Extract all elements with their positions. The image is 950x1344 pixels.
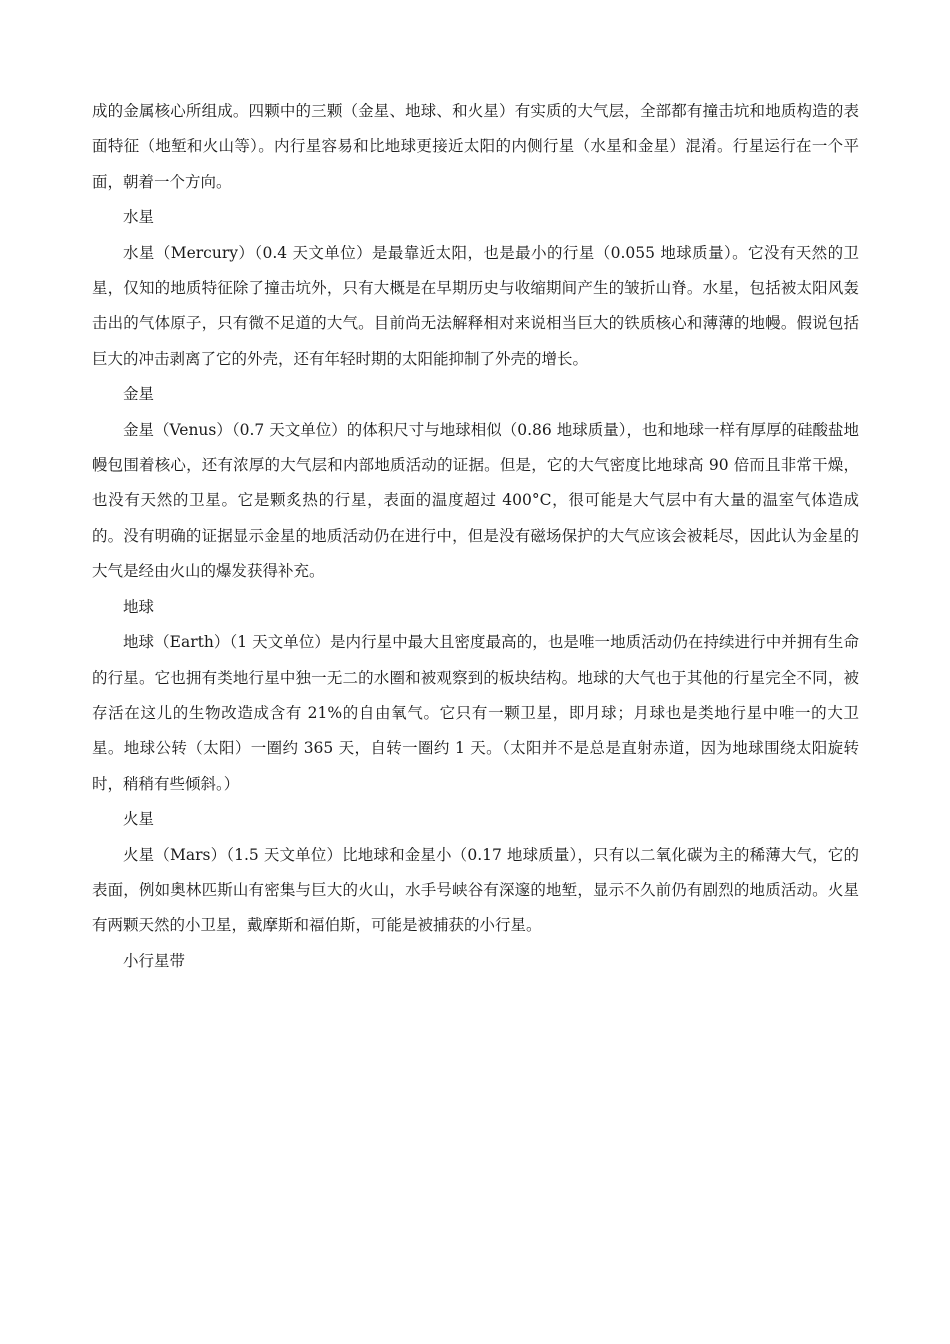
paragraph-earth: 地球（Earth）（1 天文单位）是内行星中最大且密度最高的，也是唯一地质活动仍在持续进行中并拥有生命的行星。它也拥有类地行星中独一无二的水圈和被观察到的板块结构。地球的大气也于其他的行星完全不同，被存活在这儿的生物改造成含有 21%的自由氧气。它只有一颗卫星，即月球；月球也是类地行星中唯一的大卫星。地球公转（太阳）一圈约 365 天，自转一圈约 1 天。（太阳并不是总是直射赤道，因为地球围绕太阳旋转时，稍稍有些倾斜。） [92, 633, 859, 793]
section-heading-venus: 金星 [123, 385, 155, 404]
paragraph-continued: 成的金属核心所组成。四颗中的三颗（金星、地球、和火星）有实质的大气层，全部都有撞击坑和地质构造的表面特征（地堑和火山等）。内行星容易和比地球更接近太阳的内侧行星（水星和金星）混淆。行星运行在一个平面，朝着一个方向。 [92, 102, 859, 191]
paragraph-mars: 火星（Mars）（1.5 天文单位）比地球和金星小（0.17 地球质量），只有以二氧化碳为主的稀薄大气，它的表面，例如奥林匹斯山有密集与巨大的火山，水手号峡谷有深邃的地堑，显示不久前仍有剧烈的地质活动。火星有两颗天然的小卫星，戴摩斯和福伯斯，可能是被捕获的小行星。 [92, 845, 859, 935]
paragraph-venus: 金星（Venus）（0.7 天文单位）的体积尺寸与地球相似（0.86 地球质量），也和地球一样有厚厚的硅酸盐地幔包围着核心，还有浓厚的大气层和内部地质活动的证据。但是，它的大气密度比地球高 90 倍而且非常干燥，也没有天然的卫星。它是颗炙热的行星，表面的温度超过 400°C，很可能是大气层中有大量的温室气体造成的。没有明确的证据显示金星的地质活动仍在进行中，但是没有磁场保护的大气应该会被耗尽，因此认为金星的大气是经由火山的爆发获得补充。 [92, 420, 859, 581]
document-body [92, 94, 859, 979]
section-heading-mercury: 水星 [123, 208, 155, 227]
paragraph-mercury: 水星（Mercury）（0.4 天文单位）是最靠近太阳，也是最小的行星（0.055 地球质量）。它没有天然的卫星，仅知的地质特征除了撞击坑外，只有大概是在早期历史与收缩期间产生的皱折山脊。水星，包括被太阳风轰击出的气体原子，只有微不足道的大气。目前尚无法解释相对来说相当巨大的铁质核心和薄薄的地幔。假说包括巨大的冲击剥离了它的外壳，还有年轻时期的太阳能抑制了外壳的增长。 [92, 243, 859, 368]
section-heading-asteroid-belt: 小行星带 [123, 951, 186, 970]
section-heading-earth: 地球 [123, 597, 155, 616]
section-heading-mars: 火星 [123, 810, 155, 829]
